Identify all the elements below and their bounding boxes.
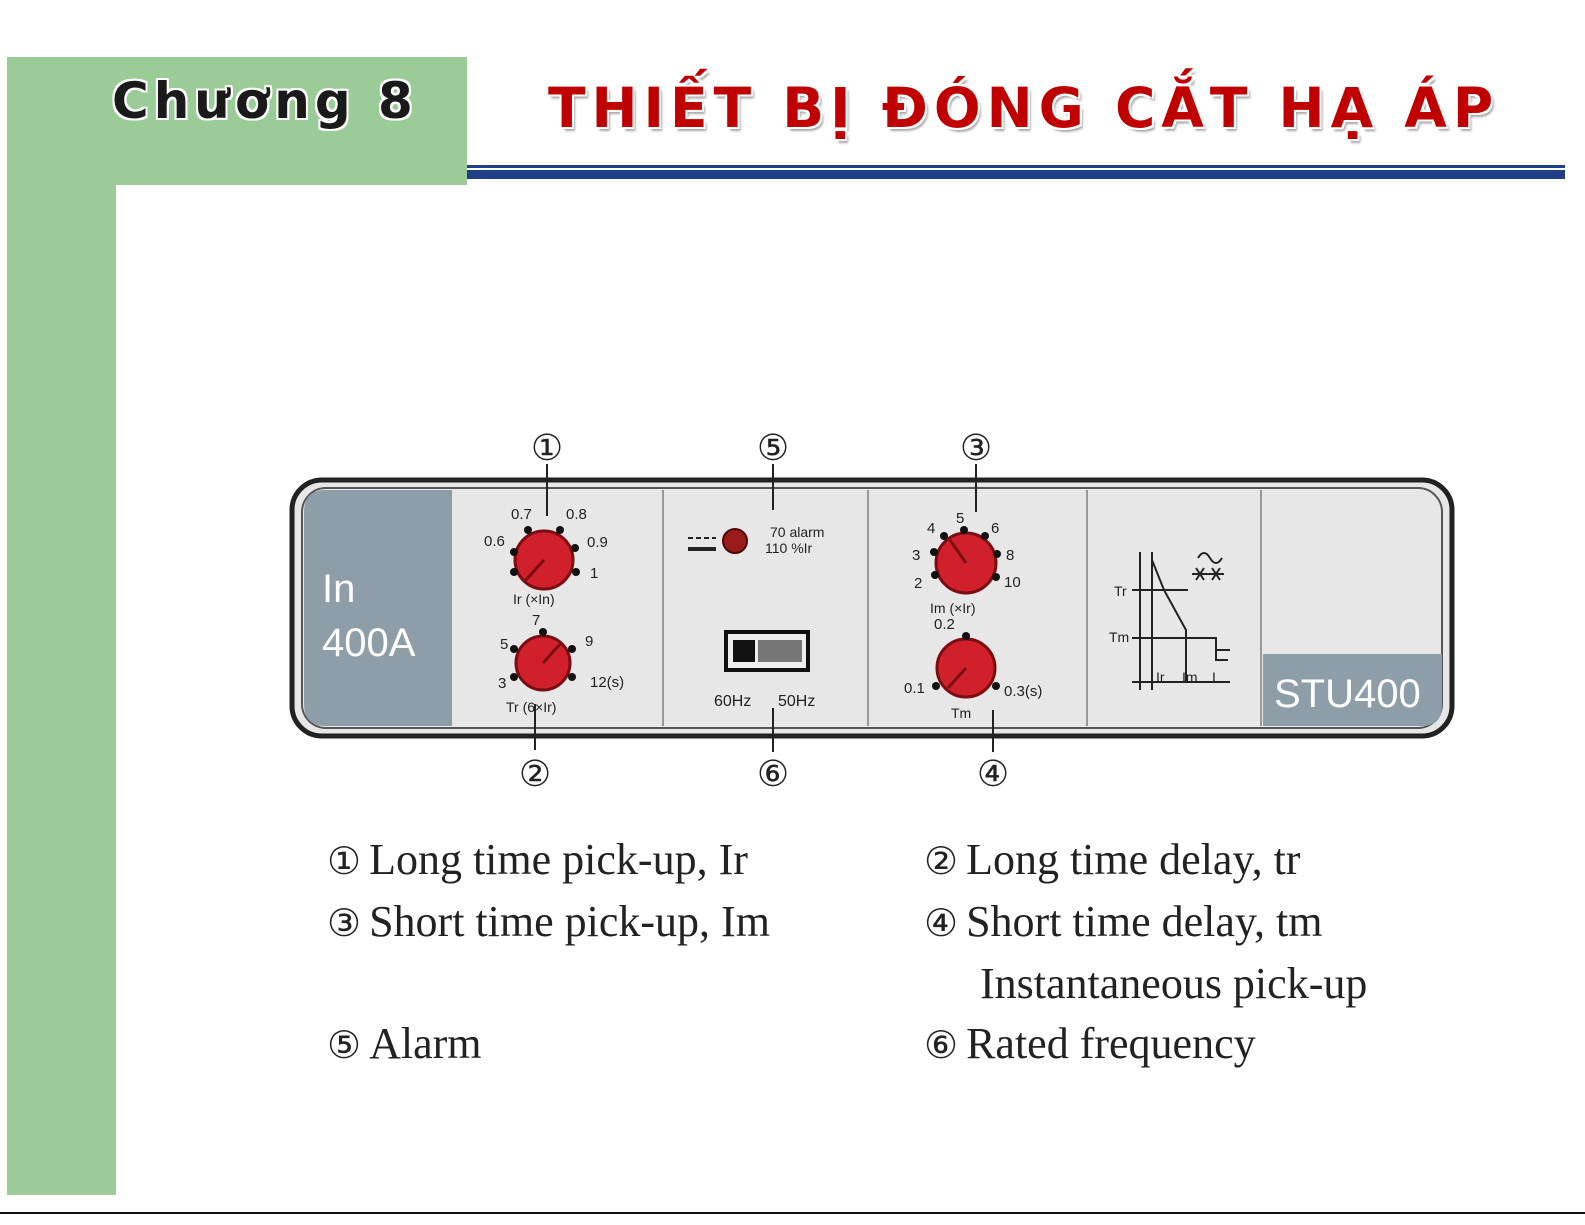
alarm-led: [723, 529, 747, 553]
dial-tm-label: Tm: [951, 705, 972, 721]
dial-im-tick-4: 6: [991, 520, 1000, 537]
dial-tr-label: Tr (6×Ir): [506, 699, 557, 715]
alarm-text-2: 110 %Ir: [765, 540, 813, 556]
dial-ir-tick-0: 0.6: [484, 533, 505, 550]
legend-item-3: ③ Short time pick-up, Im: [327, 897, 770, 946]
dial-ir-tick-1: 0.7: [511, 506, 532, 523]
callout-6: ⑥: [756, 753, 790, 794]
dial-tm-tick-2: 0.3(s): [1004, 683, 1043, 700]
dial-im-label: Im (×Ir): [930, 600, 976, 616]
legend-item-5: ⑤ Alarm: [327, 1019, 482, 1068]
callout-1: ①: [530, 427, 564, 468]
sidebar-green-bar: [7, 57, 116, 1195]
dial-ir-label: Ir (×In): [513, 591, 555, 607]
dial-im-tick-6: 10: [1004, 574, 1021, 591]
legend-item-1: ① Long time pick-up, Ir: [327, 835, 748, 884]
title-rule-thick: [467, 170, 1565, 179]
bottom-rule: [0, 1212, 1585, 1214]
dial-tr-tick-3: 9: [585, 633, 594, 650]
freq-right-label: 50Hz: [778, 693, 816, 710]
callout-5: ⑤: [756, 427, 790, 468]
alarm-text-1: 70 alarm: [770, 524, 825, 540]
dial-im-tick-1: 3: [912, 547, 921, 564]
content-area-corner: [116, 185, 276, 345]
legend-item-2: ② Long time delay, tr: [924, 835, 1301, 884]
dial-tm-tick-1: 0.2: [934, 616, 955, 633]
legend-item-instantaneous: Instantaneous pick-up: [980, 959, 1368, 1008]
chapter-label: Chương 8: [112, 72, 418, 130]
trip-unit-diagram: [280, 420, 1480, 800]
dial-ir-tick-2: 0.8: [566, 506, 587, 523]
freq-left-label: 60Hz: [714, 693, 752, 710]
dial-im-tick-5: 8: [1006, 547, 1015, 564]
rating-value: 400A: [322, 621, 416, 665]
curve-label-im: Im: [1182, 669, 1198, 685]
callout-4: ④: [976, 753, 1010, 794]
callout-2: ②: [518, 753, 552, 794]
legend-item-4: ④ Short time delay, tm: [924, 897, 1323, 946]
dial-tr-tick-4: 12(s): [590, 674, 625, 691]
frequency-switch-knob[interactable]: [733, 640, 755, 662]
frequency-switch-track: [758, 640, 802, 662]
dial-ir-tick-3: 0.9: [587, 534, 608, 551]
model-label: STU400: [1274, 672, 1421, 716]
dial-tm-tick-0: 0.1: [904, 680, 925, 697]
dial-ir-tick-4: 1: [590, 565, 599, 582]
rating-label: In: [322, 567, 356, 611]
dial-im-tick-3: 5: [956, 510, 965, 527]
curve-label-tr: Tr: [1114, 583, 1127, 599]
slide-title: THIẾT BỊ ĐÓNG CẮT HẠ ÁP: [548, 76, 1500, 140]
dial-tr-tick-2: 7: [532, 612, 541, 629]
curve-label-tm: Tm: [1109, 629, 1130, 645]
dial-im-tick-2: 4: [927, 520, 936, 537]
curve-label-i: I: [1212, 669, 1216, 685]
dial-im-tick-0: 2: [914, 575, 923, 592]
dial-tr-tick-0: 3: [498, 675, 507, 692]
legend-item-6: ⑥ Rated frequency: [924, 1019, 1256, 1068]
callout-3: ③: [959, 427, 993, 468]
curve-label-ir: Ir: [1156, 669, 1165, 685]
dial-tr-tick-1: 5: [500, 636, 509, 653]
title-rule-thin: [467, 165, 1565, 168]
